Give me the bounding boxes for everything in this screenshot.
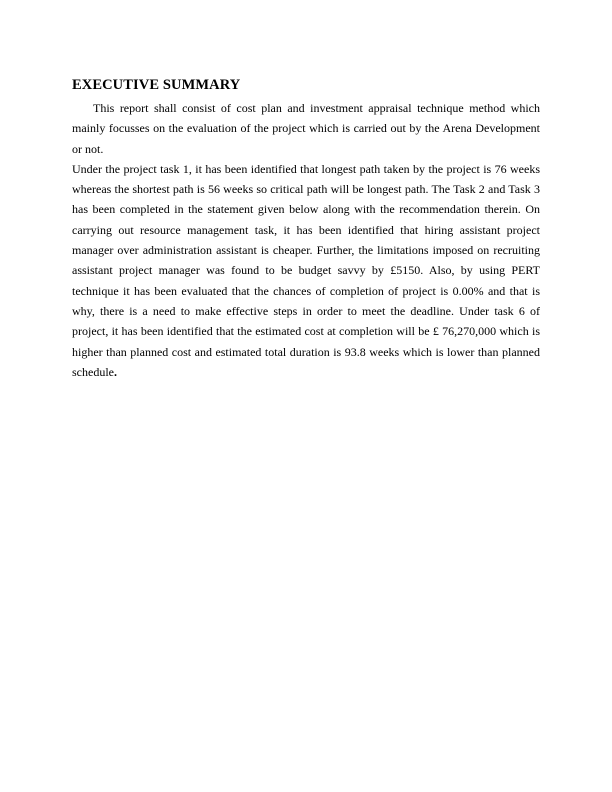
document-body bbox=[72, 76, 540, 382]
summary-paragraph bbox=[72, 159, 540, 382]
intro-paragraph: This report shall consist of cost plan and investment appraisal technique method which mainly focusses on the evaluation of the project which is carried out by the Arena Development or not. bbox=[72, 101, 540, 156]
summary-paragraph-text: Under the project task 1, it has been identified that longest path taken by the project is 76 weeks whereas the shortest path is 56 weeks so critical path will be longest path. The Task 2 and Task 3 has been completed in the statement given below along with the recommendation therein. On carrying out resource management task, it has been identified that hiring assistant project manager over administration assistant is cheaper. Further, the limitations imposed on recruiting assistant project manager was found to be budget savvy by £5150. Also, by using PERT technique it has been evaluated that the chances of completion of project is 0.00% and that is why, there is a need to make effective steps in order to meet the deadline. Under task 6 of project, it has been identified that the estimated cost at completion will be £ 76,270,000 which is higher than planned cost and estimated total duration is 93.8 weeks which is lower than planned schedule bbox=[72, 161, 540, 379]
summary-paragraph-period: . bbox=[113, 364, 117, 379]
section-heading: EXECUTIVE SUMMARY bbox=[72, 77, 241, 93]
